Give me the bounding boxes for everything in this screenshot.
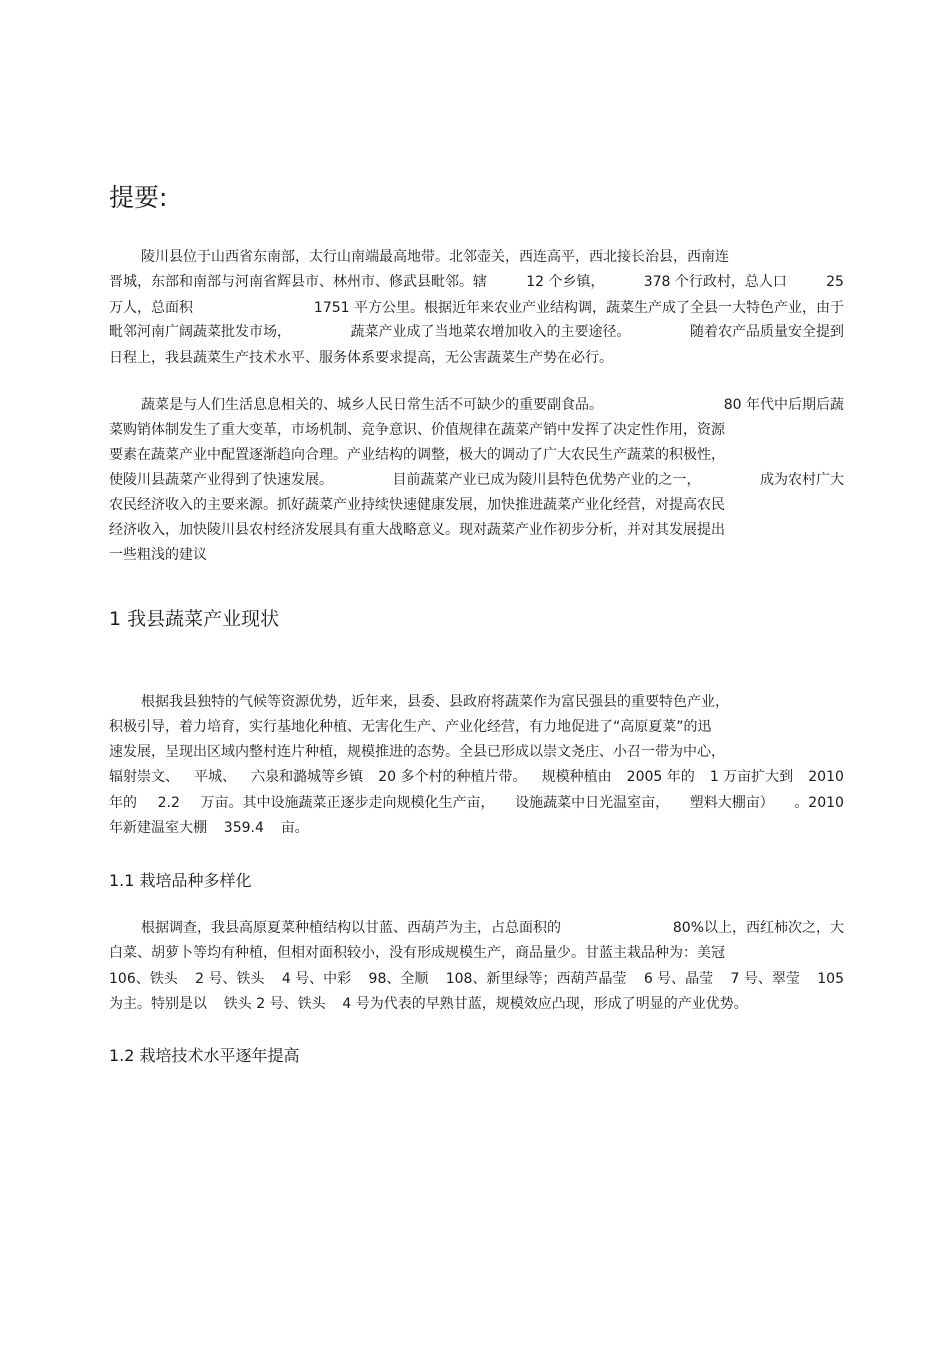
- text-line: [109, 819, 844, 837]
- text-segment: 辐射崇文、: [109, 769, 179, 785]
- section-1-1-heading: 1.1 栽培品种多样化: [109, 871, 252, 890]
- text-segment: 年新建温室大棚: [109, 820, 207, 836]
- text-segment: 速发展，呈现出区域内整村连片种植，规模推进的态势。全县已形成以崇文尧庄、小召一带为中心，: [109, 744, 725, 760]
- text-segment: 2005 年的: [626, 769, 695, 785]
- text-line: [109, 323, 844, 341]
- text-segment: 2.2: [157, 795, 180, 811]
- text-segment: 随着农产品质量安全提到: [690, 324, 844, 340]
- text-segment: 万亩。其中设施蔬菜正逐步走向规模化生产亩，: [200, 795, 495, 811]
- text-segment: 六泉和潞城等乡镇: [251, 769, 364, 785]
- text-segment: 80 年代中后期后蔬: [723, 397, 844, 413]
- text-segment: 6 号、晶莹: [643, 971, 714, 987]
- text-line: [109, 273, 844, 291]
- text-segment: 378 个行政村，总人口: [643, 274, 787, 290]
- text-segment: 为主。特别是以: [109, 996, 207, 1012]
- text-segment: 12 个乡镇，: [526, 274, 605, 290]
- text-segment: 使陵川县蔬菜产业得到了快速发展。: [109, 472, 333, 488]
- text-segment: 2010: [808, 769, 844, 785]
- text-segment: 积极引导，着力培育，实行基地化种植、无害化生产、产业化经营，有力地促进了“高原夏菜”的迅: [109, 719, 712, 735]
- text-line: [109, 446, 844, 464]
- text-segment: 25: [826, 274, 844, 290]
- text-segment: 80%以上，西红柿次之，大: [672, 920, 844, 936]
- text-segment: 菜购销体制发生了重大变革，市场机制、竞争意识、价值规律在蔬菜产销中发挥了决定性作用，资源: [109, 422, 725, 438]
- text-segment: 根据我县独特的气候等资源优势，近年来，县委、县政府将蔬菜作为富民强县的重要特色产业，: [141, 694, 729, 710]
- text-line: [141, 248, 844, 266]
- text-segment: 4 号、中彩: [281, 971, 352, 987]
- text-line: [109, 970, 844, 988]
- text-line: [109, 768, 844, 786]
- text-line: [109, 718, 844, 736]
- text-segment: 7 号、翠莹: [730, 971, 800, 987]
- section-1-heading: 1 我县蔬菜产业现状: [109, 608, 280, 630]
- text-line: [109, 299, 844, 317]
- text-line: [109, 546, 844, 564]
- text-segment: 亩。: [280, 820, 309, 836]
- text-segment: 蔬菜产业成了当地菜农增加收入的主要途径。: [350, 324, 631, 340]
- text-line: [141, 396, 844, 414]
- text-segment: 平城、: [194, 769, 237, 785]
- text-segment: 。2010: [794, 795, 844, 811]
- text-line: [109, 743, 844, 761]
- text-segment: 毗邻河南广阔蔬菜批发市场，: [109, 324, 291, 340]
- abstract-heading: 提要:: [109, 183, 168, 212]
- text-line: [109, 794, 844, 812]
- text-line: [109, 349, 844, 367]
- text-segment: 一些粗浅的建议: [109, 547, 207, 563]
- text-segment: 要素在蔬菜产业中配置逐渐趋向合理。产业结构的调整，极大的调动了广大农民生产蔬菜的积极性，: [109, 447, 725, 463]
- text-segment: 20 多个村的种植片带。: [378, 769, 527, 785]
- text-line: [141, 919, 844, 937]
- text-segment: 白菜、胡萝卜等均有种植，但相对面积较小，没有形成规模生产，商品量少。甘蓝主栽品种为：美冠: [109, 945, 725, 961]
- text-segment: 万人，总面积: [109, 300, 193, 316]
- text-segment: 1751 平方公里。根据近年来农业产业结构调，蔬菜生产成了全县一大特色产业，由于: [313, 300, 844, 316]
- text-segment: 规模种植由: [541, 769, 612, 785]
- text-segment: 106、铁头: [109, 971, 178, 987]
- text-segment: 2 号、铁头: [195, 971, 265, 987]
- text-segment: 农民经济收入的主要来源。抓好蔬菜产业持续快速健康发展，加快推进蔬菜产业化经营，对提高农民: [109, 497, 725, 513]
- text-segment: 108、新里绿等；西葫芦晶莹: [445, 971, 627, 987]
- text-segment: 成为农村广大: [760, 472, 844, 488]
- text-segment: 塑料大棚亩）: [689, 795, 774, 811]
- text-segment: 目前蔬菜产业已成为陵川县特色优势产业的之一，: [392, 472, 701, 488]
- text-segment: 铁头 2 号、铁头: [223, 996, 326, 1012]
- text-segment: 经济收入，加快陵川县农村经济发展具有重大战略意义。现对蔬菜产业作初步分析，并对其发展提出: [109, 522, 725, 538]
- text-segment: 日程上，我县蔬菜生产技术水平、服务体系要求提高，无公害蔬菜生产势在必行。: [109, 350, 613, 366]
- text-segment: 4 号为代表的早熟甘蓝，规模效应凸现，形成了明显的产业优势。: [342, 996, 748, 1012]
- text-segment: 设施蔬菜中日光温室亩，: [515, 795, 670, 811]
- text-segment: 年的: [109, 795, 137, 811]
- section-1-2-heading: 1.2 栽培技术水平逐年提高: [109, 1046, 300, 1065]
- text-segment: 1 万亩扩大到: [709, 769, 794, 785]
- text-segment: 晋城，东部和南部与河南省辉县市、林州市、修武县毗邻。辖: [109, 274, 487, 290]
- text-line: [109, 421, 844, 439]
- text-line: [109, 944, 844, 962]
- text-line: [109, 471, 844, 489]
- text-segment: 105: [817, 971, 844, 987]
- text-segment: 98、全顺: [368, 971, 429, 987]
- text-line: [109, 496, 844, 514]
- text-segment: 根据调查，我县高原夏菜种植结构以甘蓝、西葫芦为主，占总面积的: [141, 920, 561, 936]
- text-segment: 蔬菜是与人们生活息息相关的、城乡人民日常生活不可缺少的重要副食品。: [141, 397, 603, 413]
- text-segment: 陵川县位于山西省东南部，太行山南端最高地带。北邻壶关，西连高平，西北接长治县，西南连: [141, 249, 729, 265]
- text-line: [109, 995, 844, 1013]
- text-segment: 359.4: [223, 820, 264, 836]
- text-line: [141, 693, 844, 711]
- text-line: [109, 521, 844, 539]
